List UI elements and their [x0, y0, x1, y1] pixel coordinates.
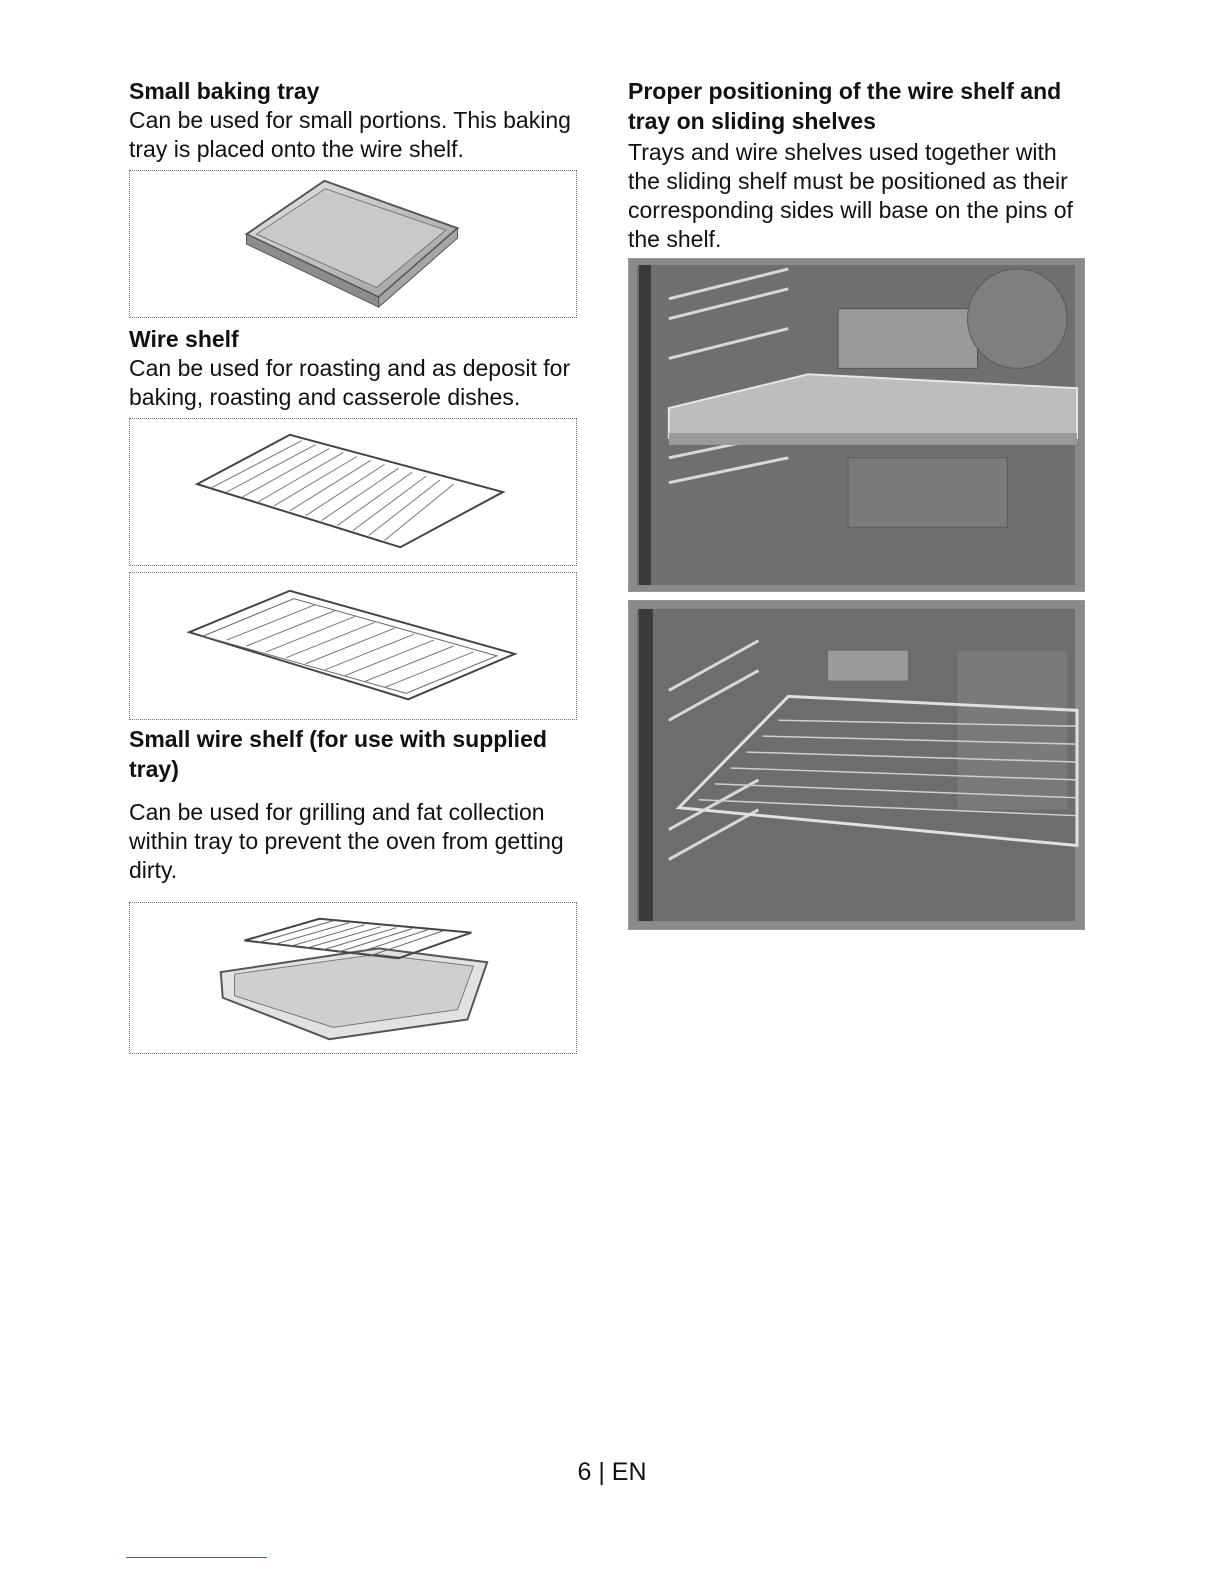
- small-baking-tray-illustration: [129, 170, 577, 318]
- small-wire-shelf-text: Can be used for grilling and fat collection within tray to prevent the oven from getting dirty.: [129, 799, 564, 883]
- small-wire-shelf-heading: Small wire shelf (for use with supplied tray): [129, 726, 547, 782]
- wire-shelf-heading: Wire shelf: [129, 326, 239, 352]
- wire-shelf-text: Can be used for roasting and as deposit for baking, roasting and casserole dishes.: [129, 355, 571, 410]
- right-column: [628, 76, 1090, 930]
- oven-tray-on-sliding-shelf-photo: [628, 258, 1085, 592]
- oven-wire-shelf-on-sliding-shelf-photo: [628, 600, 1085, 930]
- footer-rule: [126, 1557, 267, 1558]
- small-baking-tray-heading: Small baking tray: [129, 78, 320, 104]
- positioning-text: Trays and wire shelves used together with the sliding shelf must be positioned as their corresponding sides will base on the pins of the shelf.: [628, 139, 1073, 252]
- small-wire-shelf-with-tray-illustration: [129, 902, 577, 1054]
- small-baking-tray-text: Can be used for small portions. This baking tray is placed onto the wire shelf.: [129, 107, 571, 162]
- wire-shelf-alt-illustration: [129, 572, 577, 720]
- page-number-footer: 6 | EN: [577, 1458, 647, 1486]
- positioning-heading: Proper positioning of the wire shelf and tray on sliding shelves: [628, 78, 1062, 134]
- left-column: [129, 76, 595, 1054]
- wire-shelf-illustration: [129, 418, 577, 566]
